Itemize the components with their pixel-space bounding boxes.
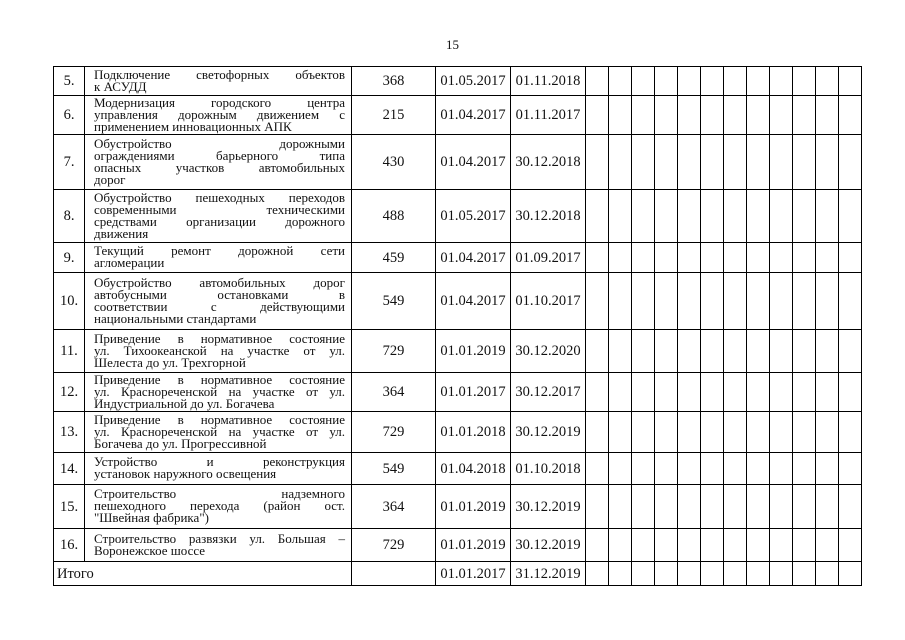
schedule-cell	[747, 529, 770, 562]
row-end-date: 30.12.2017	[511, 373, 586, 412]
description-line: Приведение в нормативное состояние	[94, 411, 345, 427]
schedule-cell	[770, 243, 793, 273]
row-number: 16.	[54, 529, 85, 562]
description-line: применением инновационных АПК	[94, 118, 292, 134]
row-start-date: 01.05.2017	[436, 67, 511, 96]
row-end-date: 01.10.2018	[511, 453, 586, 485]
schedule-cell	[816, 243, 839, 273]
schedule-cell	[678, 453, 701, 485]
row-number: 9.	[54, 243, 85, 273]
schedule-cell	[609, 135, 632, 190]
schedule-cell	[701, 330, 724, 373]
row-description	[85, 190, 352, 243]
schedule-cell	[724, 96, 747, 135]
row-value: 364	[352, 373, 436, 412]
row-description	[85, 373, 352, 412]
description-line: опасных участков автомобильных	[94, 159, 345, 175]
schedule-cell	[632, 243, 655, 273]
table-row	[54, 373, 862, 412]
row-value: 549	[352, 273, 436, 330]
row-description	[85, 412, 352, 453]
total-start-date: 01.01.2017	[436, 562, 511, 586]
description-line: автобусными остановками в	[94, 286, 345, 302]
schedule-cell	[701, 373, 724, 412]
row-number: 11.	[54, 330, 85, 373]
schedule-cell	[701, 529, 724, 562]
description-line: Приведение в нормативное состояние	[94, 371, 345, 387]
schedule-cell	[678, 373, 701, 412]
schedule-cell	[747, 373, 770, 412]
schedule-cell	[678, 529, 701, 562]
schedule-cell	[839, 373, 862, 412]
schedule-cell	[724, 373, 747, 412]
schedule-cell	[793, 190, 816, 243]
description-line: Подключение светофорных объектов	[94, 66, 345, 82]
schedule-cell	[839, 562, 862, 586]
schedule-cell	[655, 529, 678, 562]
row-value: 430	[352, 135, 436, 190]
table-row	[54, 96, 862, 135]
row-description	[85, 135, 352, 190]
schedule-cell	[632, 273, 655, 330]
schedule-cell	[701, 96, 724, 135]
row-value: 364	[352, 485, 436, 529]
schedule-cell	[770, 190, 793, 243]
row-value: 459	[352, 243, 436, 273]
schedule-cell	[632, 135, 655, 190]
schedule-cell	[770, 373, 793, 412]
row-end-date: 30.12.2018	[511, 190, 586, 243]
schedule-cell	[770, 412, 793, 453]
schedule-cell	[678, 330, 701, 373]
schedule-cell	[793, 453, 816, 485]
schedule-cell	[793, 243, 816, 273]
schedule-cell	[678, 190, 701, 243]
schedule-cell	[793, 412, 816, 453]
table-row	[54, 190, 862, 243]
schedule-cell	[701, 453, 724, 485]
schedule-cell	[747, 330, 770, 373]
schedule-cell	[609, 562, 632, 586]
row-start-date: 01.04.2017	[436, 273, 511, 330]
schedule-cell	[816, 412, 839, 453]
description-line: Обустройство пешеходных переходов	[94, 189, 345, 205]
row-description	[85, 529, 352, 562]
schedule-cell	[747, 96, 770, 135]
schedule-cell	[816, 373, 839, 412]
description-line: Воронежское шоссе	[94, 542, 206, 558]
schedule-cell	[770, 96, 793, 135]
row-end-date: 01.11.2018	[511, 67, 586, 96]
description-line: Шелеста до ул. Трехгорной	[94, 354, 246, 370]
schedule-cell	[609, 373, 632, 412]
schedule-cell	[678, 412, 701, 453]
row-number: 14.	[54, 453, 85, 485]
schedule-cell	[724, 529, 747, 562]
description-line: ул. Тихоокеанской на участке от ул.	[94, 342, 345, 358]
row-number: 10.	[54, 273, 85, 330]
schedule-cell	[793, 373, 816, 412]
schedule-cell	[678, 485, 701, 529]
table-row	[54, 135, 862, 190]
description-line: агломерации	[94, 255, 165, 270]
description-line: Текущий ремонт дорожной сети	[94, 243, 345, 258]
row-value: 549	[352, 453, 436, 485]
schedule-cell	[655, 562, 678, 586]
description-line: Модернизация городского центра	[94, 94, 345, 110]
schedule-cell	[724, 135, 747, 190]
schedule-cell	[701, 562, 724, 586]
table-row	[54, 529, 862, 562]
schedule-cell	[609, 190, 632, 243]
schedule-cell	[632, 529, 655, 562]
schedule-cell	[839, 453, 862, 485]
row-start-date: 01.04.2018	[436, 453, 511, 485]
schedule-cell	[632, 412, 655, 453]
schedule-cell	[839, 96, 862, 135]
schedule-cell	[747, 67, 770, 96]
schedule-cell	[632, 453, 655, 485]
total-value	[352, 562, 436, 586]
row-value: 488	[352, 190, 436, 243]
row-end-date: 30.12.2019	[511, 485, 586, 529]
schedule-cell	[586, 96, 609, 135]
description-line: Богачева до ул. Прогрессивной	[94, 435, 267, 451]
row-number: 6.	[54, 96, 85, 135]
row-number: 13.	[54, 412, 85, 453]
table-row	[54, 243, 862, 273]
schedule-cell	[770, 67, 793, 96]
schedule-cell	[839, 135, 862, 190]
schedule-cell	[586, 135, 609, 190]
schedule-cell	[632, 373, 655, 412]
schedule-cell	[747, 485, 770, 529]
schedule-cell	[816, 67, 839, 96]
schedule-cell	[816, 453, 839, 485]
row-start-date: 01.05.2017	[436, 190, 511, 243]
schedule-cell	[701, 243, 724, 273]
schedule-cell	[839, 330, 862, 373]
row-start-date: 01.01.2018	[436, 412, 511, 453]
schedule-cell	[655, 485, 678, 529]
schedule-cell	[770, 273, 793, 330]
table-row	[54, 67, 862, 96]
schedule-cell	[747, 243, 770, 273]
row-start-date: 01.01.2017	[436, 373, 511, 412]
description-line: установок наружного освещения	[94, 466, 277, 481]
schedule-cell	[793, 96, 816, 135]
description-line: Строительство надземного	[94, 486, 345, 501]
description-line: национальными стандартами	[94, 310, 257, 326]
schedule-cell	[586, 529, 609, 562]
description-line: движения	[94, 225, 149, 241]
schedule-cell	[747, 562, 770, 586]
description-line: Индустриальной до ул. Богачева	[94, 395, 275, 411]
row-number: 12.	[54, 373, 85, 412]
table-row	[54, 485, 862, 529]
schedule-cell	[609, 330, 632, 373]
schedule-cell	[632, 190, 655, 243]
schedule-cell	[609, 96, 632, 135]
schedule-cell	[724, 485, 747, 529]
schedule-cell	[609, 529, 632, 562]
row-value: 215	[352, 96, 436, 135]
row-end-date: 30.12.2020	[511, 330, 586, 373]
table-row	[54, 412, 862, 453]
table-row	[54, 330, 862, 373]
schedule-cell	[655, 330, 678, 373]
schedule-cell	[609, 453, 632, 485]
schedule-cell	[701, 273, 724, 330]
total-row	[54, 562, 862, 586]
description-line: ограждениями барьерного типа	[94, 147, 345, 163]
row-value: 729	[352, 330, 436, 373]
row-start-date: 01.04.2017	[436, 135, 511, 190]
row-end-date: 01.11.2017	[511, 96, 586, 135]
row-description	[85, 243, 352, 273]
schedule-cell	[678, 135, 701, 190]
row-start-date: 01.01.2019	[436, 529, 511, 562]
description-line: пешеходного перехода (район ост.	[94, 498, 345, 513]
schedule-cell	[586, 273, 609, 330]
schedule-cell	[839, 273, 862, 330]
schedule-cell	[609, 412, 632, 453]
schedule-cell	[816, 529, 839, 562]
row-number: 5.	[54, 67, 85, 96]
description-line: "Швейная фабрика")	[94, 510, 209, 525]
schedule-cell	[770, 529, 793, 562]
row-start-date: 01.04.2017	[436, 243, 511, 273]
schedule-cell	[793, 562, 816, 586]
row-description	[85, 67, 352, 96]
schedule-cell	[655, 67, 678, 96]
schedule-cell	[724, 243, 747, 273]
table-body	[54, 67, 862, 586]
description-line: Обустройство автомобильных дорог	[94, 274, 345, 290]
schedule-cell	[816, 562, 839, 586]
description-line: к АСУДД	[94, 78, 147, 94]
row-end-date: 01.09.2017	[511, 243, 586, 273]
schedule-cell	[724, 453, 747, 485]
schedule-cell	[839, 67, 862, 96]
table-row	[54, 453, 862, 485]
schedule-cell	[816, 190, 839, 243]
row-number: 8.	[54, 190, 85, 243]
schedule-cell	[793, 529, 816, 562]
schedule-cell	[609, 243, 632, 273]
schedule-cell	[678, 273, 701, 330]
schedule-cell	[747, 273, 770, 330]
schedule-cell	[747, 412, 770, 453]
schedule-cell	[724, 330, 747, 373]
schedule-cell	[586, 190, 609, 243]
schedule-cell	[724, 273, 747, 330]
schedule-cell	[770, 330, 793, 373]
schedule-cell	[655, 273, 678, 330]
schedule-cell	[655, 190, 678, 243]
total-label: Итого	[54, 562, 352, 586]
description-line: средствами организации дорожного	[94, 213, 345, 229]
row-description	[85, 485, 352, 529]
description-line: дорог	[94, 171, 126, 187]
schedule-cell	[747, 453, 770, 485]
schedule-cell	[770, 135, 793, 190]
description-line: управления дорожным движением с	[94, 106, 345, 122]
schedule-cell	[678, 67, 701, 96]
schedule-cell	[586, 562, 609, 586]
row-end-date: 01.10.2017	[511, 273, 586, 330]
schedule-cell	[839, 412, 862, 453]
schedule-cell	[586, 485, 609, 529]
schedule-cell	[793, 485, 816, 529]
row-end-date: 30.12.2018	[511, 135, 586, 190]
schedule-cell	[793, 330, 816, 373]
row-value: 729	[352, 412, 436, 453]
description-line: Строительство развязки ул. Большая –	[94, 530, 345, 546]
schedule-cell	[701, 67, 724, 96]
schedule-cell	[724, 67, 747, 96]
schedule-cell	[747, 190, 770, 243]
description-line: Приведение в нормативное состояние	[94, 330, 345, 346]
schedule-cell	[793, 67, 816, 96]
schedule-cell	[724, 562, 747, 586]
schedule-cell	[586, 243, 609, 273]
schedule-cell	[724, 190, 747, 243]
schedule-cell	[609, 67, 632, 96]
description-line: ул. Краснореченской на участке от ул.	[94, 423, 345, 439]
schedule-cell	[816, 330, 839, 373]
row-number: 15.	[54, 485, 85, 529]
schedule-cell	[632, 562, 655, 586]
schedule-cell	[586, 330, 609, 373]
schedule-cell	[816, 96, 839, 135]
row-start-date: 01.01.2019	[436, 485, 511, 529]
description-line: соответствии с действующими	[94, 298, 345, 314]
schedule-cell	[655, 243, 678, 273]
row-value: 368	[352, 67, 436, 96]
schedule-cell	[609, 485, 632, 529]
schedule-cell	[655, 373, 678, 412]
description-line: Обустройство дорожными	[94, 135, 345, 151]
table-row	[54, 273, 862, 330]
row-description	[85, 330, 352, 373]
schedule-cell	[609, 273, 632, 330]
row-value: 729	[352, 529, 436, 562]
description-line: ул. Краснореченской на участке от ул.	[94, 383, 345, 399]
schedule-cell	[839, 190, 862, 243]
description-line: Устройство и реконструкция	[94, 454, 345, 469]
schedule-cell	[701, 485, 724, 529]
schedule-cell	[701, 135, 724, 190]
schedule-cell	[816, 135, 839, 190]
schedule-cell	[632, 96, 655, 135]
schedule-table	[53, 66, 862, 586]
description-line: современными техническими	[94, 201, 345, 217]
row-number: 7.	[54, 135, 85, 190]
row-description	[85, 273, 352, 330]
schedule-cell	[655, 453, 678, 485]
schedule-cell	[632, 330, 655, 373]
schedule-cell	[632, 67, 655, 96]
schedule-cell	[586, 453, 609, 485]
schedule-cell	[839, 485, 862, 529]
schedule-cell	[839, 243, 862, 273]
schedule-cell	[678, 96, 701, 135]
schedule-cell	[770, 562, 793, 586]
row-end-date: 30.12.2019	[511, 529, 586, 562]
schedule-cell	[701, 190, 724, 243]
schedule-cell	[655, 135, 678, 190]
row-description	[85, 453, 352, 485]
schedule-cell	[724, 412, 747, 453]
schedule-cell	[770, 485, 793, 529]
schedule-cell	[701, 412, 724, 453]
schedule-cell	[655, 412, 678, 453]
schedule-cell	[655, 96, 678, 135]
schedule-cell	[747, 135, 770, 190]
schedule-cell	[586, 67, 609, 96]
schedule-cell	[632, 485, 655, 529]
total-end-date: 31.12.2019	[511, 562, 586, 586]
row-end-date: 30.12.2019	[511, 412, 586, 453]
schedule-cell	[770, 453, 793, 485]
schedule-cell	[586, 373, 609, 412]
schedule-cell	[839, 529, 862, 562]
row-start-date: 01.04.2017	[436, 96, 511, 135]
row-start-date: 01.01.2019	[436, 330, 511, 373]
schedule-cell	[816, 485, 839, 529]
schedule-cell	[678, 243, 701, 273]
schedule-cell	[793, 135, 816, 190]
schedule-cell	[793, 273, 816, 330]
schedule-cell	[586, 412, 609, 453]
page-number: 15	[446, 37, 459, 52]
row-description	[85, 96, 352, 135]
schedule-cell	[678, 562, 701, 586]
schedule-cell	[816, 273, 839, 330]
